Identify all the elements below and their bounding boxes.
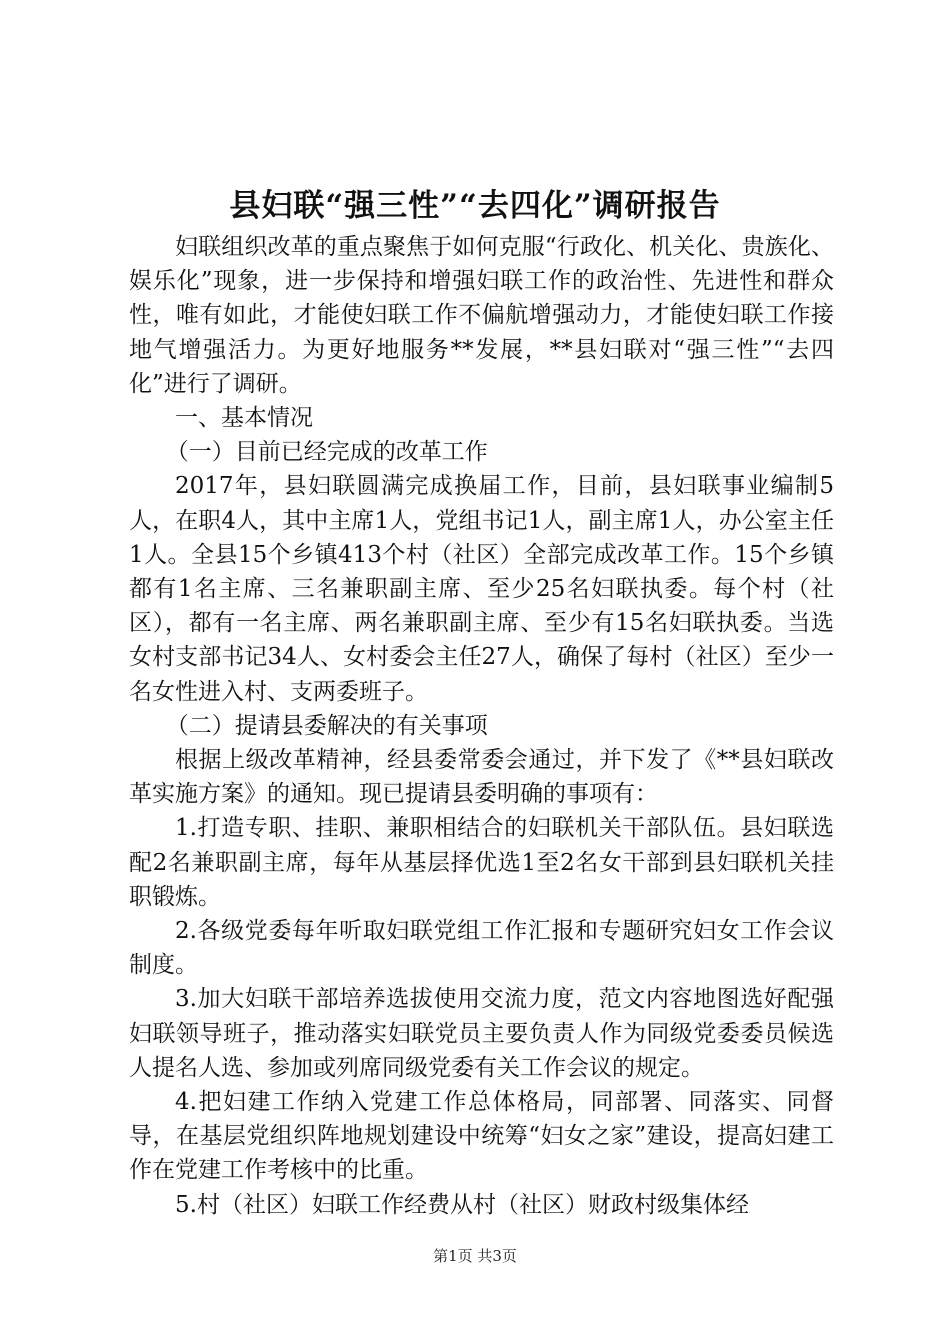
section-heading-basic-situation: 一、基本情况: [175, 405, 313, 432]
list-item-1: 1.打造专职、挂职、兼职相结合的妇联机关干部队伍。县妇联选配2名兼职副主席，每年从基层择优选1至2名女干部到县妇联机关挂职锻炼。: [129, 815, 834, 910]
document-title: 县妇联“强三性”“去四化”调研报告: [229, 188, 721, 224]
subsection-heading-matters-for-committee: （二）提请县委解决的有关事项: [165, 712, 488, 739]
document-body: [129, 230, 834, 1222]
list-item-3: 3.加大妇联干部培养选拔使用交流力度，范文内容地图选好配强妇联领导班子，推动落实妇联党员主要负责人作为同级党委委员候选人提名人选、参加或列席同级党委有关工作会议的规定。: [129, 986, 834, 1081]
subsection-heading-completed-reforms: （一）目前已经完成的改革工作: [165, 439, 488, 466]
list-item-5: 5.村（社区）妇联工作经费从村（社区）财政村级集体经: [175, 1191, 749, 1218]
list-item-2: 2.各级党委每年听取妇联党组工作汇报和专题研究妇女工作会议制度。: [129, 918, 834, 979]
paragraph-2017-summary: 2017年，县妇联圆满完成换届工作，目前，县妇联事业编制5人，在职4人，其中主席1人，党组书记1人，副主席1人，办公室主任1人。全县15个乡镇413个村（社区）全部完成改革工作。15个乡镇都有1名主席、三名兼职副主席、至少25名妇联执委。每个村（社区），都有一名主席、两名兼职副主席、至少有15名妇联执委。当选女村支部书记34人、女村委会主任27人，确保了每村（社区）至少一名女性进入村、支两委班子。: [129, 473, 834, 705]
intro-paragraph: 妇联组织改革的重点聚焦于如何克服“行政化、机关化、贵族化、娱乐化”现象，进一步保持和增强妇联工作的政治性、先进性和群众性，唯有如此，才能使妇联工作不偏航增强动力，才能使妇联工作接地气增强活力。为更好地服务**发展，**县妇联对“强三性”“去四化”进行了调研。: [129, 234, 834, 397]
list-item-4: 4.把妇建工作纳入党建工作总体格局，同部署、同落实、同督导，在基层党组织阵地规划建设中统筹“妇女之家”建设，提高妇建工作在党建工作考核中的比重。: [129, 1089, 834, 1184]
page-number-footer: 第1页 共3页: [433, 1247, 517, 1265]
paragraph-reform-notice: 根据上级改革精神，经县委常委会通过，并下发了《**县妇联改革实施方案》的通知。现已提请县委明确的事项有：: [129, 747, 834, 808]
